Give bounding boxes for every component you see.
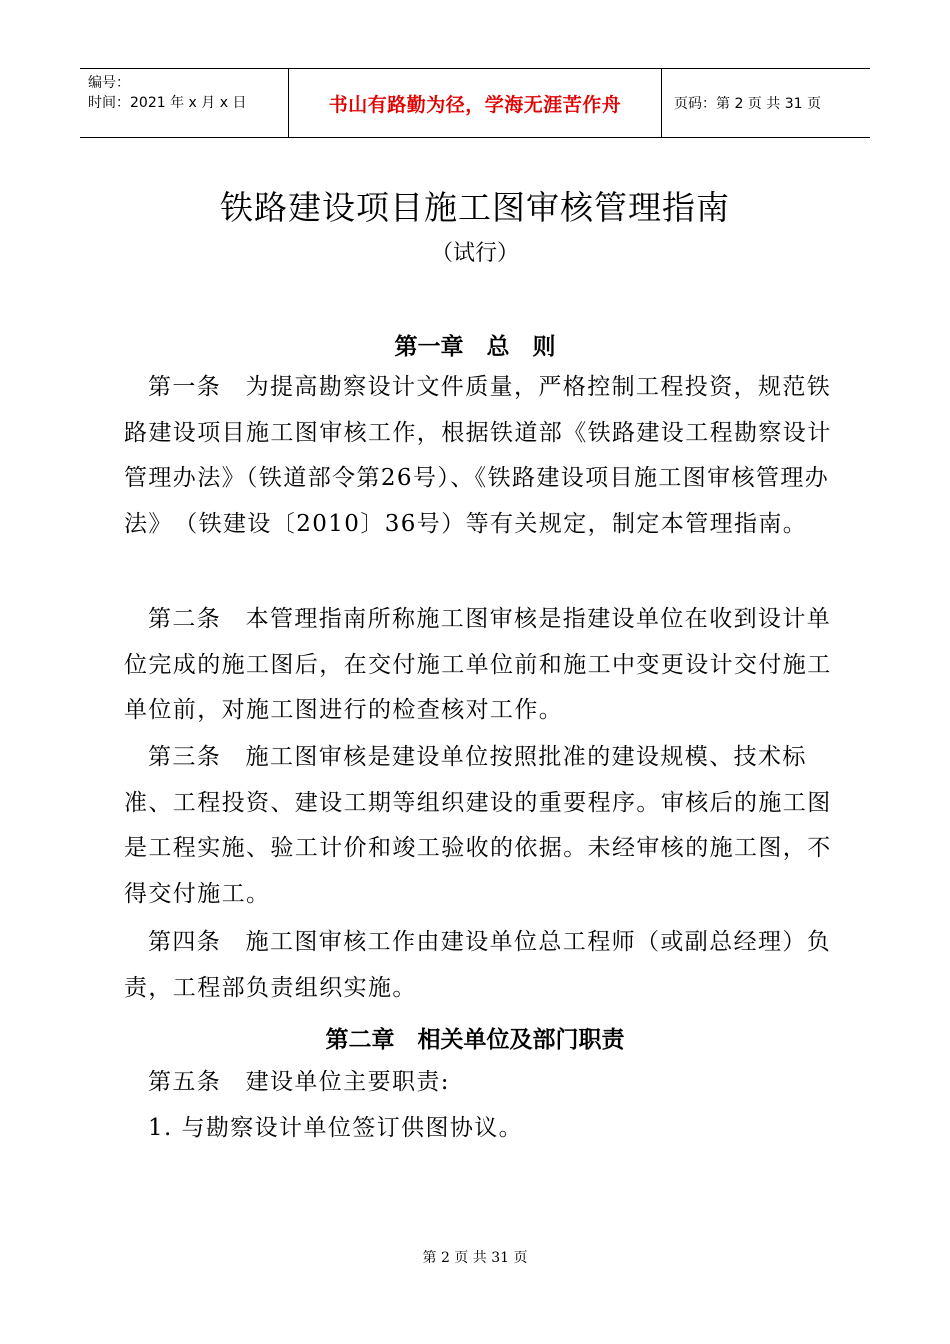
- document-subtitle: （试行）: [430, 241, 519, 266]
- header-page-label: 页码：第 2 页 共 31 页: [674, 96, 821, 112]
- article-5: 第五条 建设单位主要职责:: [148, 1069, 450, 1095]
- chapter-2-heading: 第二章 相关单位及部门职责: [325, 1027, 625, 1053]
- page-footer: 第 2 页 共 31 页: [422, 1250, 528, 1266]
- article-1: 第一条 为提高勘察设计文件质量，严格控制工程投资，规范铁路建设项目施工图审核工作，根据铁道部《铁路建设工程勘察设计管理办法》（铁道部令第26号）、《铁路建设项目施工图审核管理办法》 （铁建设〔2010〕36号）等有关规定，制定本管理指南。: [124, 374, 832, 537]
- document-title: 铁路建设项目施工图审核管理指南: [220, 188, 730, 227]
- article-2: 第二条 本管理指南所称施工图审核是指建设单位在收到设计单位完成的施工图后，在交付施工单位前和施工中变更设计交付施工单位前，对施工图进行的检查核对工作。: [124, 606, 832, 723]
- list-item-1: 1. 与勘察设计单位签订供图协议。: [148, 1115, 524, 1141]
- chapter-1-heading: 第一章 总 则: [394, 334, 556, 360]
- article-3: 第三条 施工图审核是建设单位按照批准的建设规模、技术标准、工程投资、建设工期等组织建设的重要程序。审核后的施工图是工程实施、验工计价和竣工验收的依据。未经审核的施工图，不得交付施工。: [124, 744, 832, 907]
- time-label: 时间：2021 年 x 月 x 日: [88, 95, 247, 111]
- page-header: [80, 68, 870, 138]
- header-motto: 书山有路勤为径，学海无涯苦作舟: [328, 93, 622, 116]
- header-motto-cell: [288, 69, 662, 137]
- header-left: [80, 69, 288, 137]
- article-4: 第四条 施工图审核工作由建设单位总工程师（或副总经理）负责，工程部负责组织实施。: [124, 929, 832, 1001]
- number-label: 编号：: [88, 75, 130, 91]
